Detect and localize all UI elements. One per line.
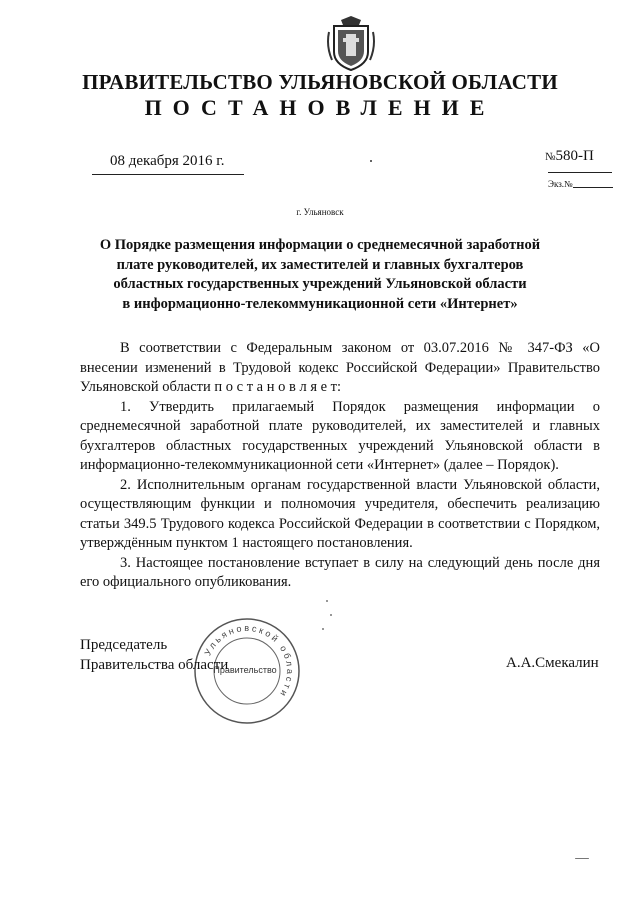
- document-body: [80, 339, 600, 593]
- number-prefix: №: [545, 151, 556, 163]
- copy-number-underline: [573, 187, 613, 188]
- speck: [575, 858, 589, 859]
- paragraph-item-1: 1. Утвердить прилагаемый Порядок размещения информации о среднемесячной заработной плате руководителей, их заместителей и главных бухгалтеров областных государственных учреждений Ульяновской области в информационно-телекоммуникационной сети «Интернет» (далее – Порядок).: [80, 398, 600, 473]
- seal-center-text: Правительство: [213, 665, 277, 675]
- coat-of-arms-icon: [326, 16, 376, 72]
- signatory-title: [80, 635, 228, 675]
- date-underline: [92, 174, 244, 175]
- city: г. Ульяновск: [296, 207, 344, 217]
- document-number: [545, 148, 594, 165]
- document-title: [80, 236, 560, 314]
- title-line: областных государственных учреждений Ульяновской области: [113, 276, 527, 292]
- paragraph-item-3: 3. Настоящее постановление вступает в силу на следующий день после дня его официального опубликования.: [80, 554, 600, 590]
- signatory-title-line: Правительства области: [80, 657, 229, 673]
- number-underline: [548, 172, 612, 173]
- speck: [326, 600, 328, 602]
- document-type: ПОСТАНОВЛЕНИЕ: [144, 95, 496, 120]
- paragraph-item-2: 2. Исполнительным органам государственной власти Ульяновской области, осуществляющим функции и полномочия учредителя, обеспечить реализацию статьи 349.5 Трудового кодекса Российской Федерации в соответствии с Порядком, утверждённым пунктом 1 настоящего постановления.: [80, 476, 600, 551]
- document-date: 08 декабря 2016 г.: [110, 153, 225, 169]
- speck: [322, 628, 324, 630]
- organization-name: ПРАВИТЕЛЬСТВО УЛЬЯНОВСКОЙ ОБЛАСТИ: [82, 70, 558, 94]
- signatory-title-line: Председатель: [80, 637, 168, 653]
- title-line: в информационно-телекоммуникационной сети «Интернет»: [122, 295, 518, 312]
- speck: [330, 614, 332, 616]
- title-line: О Порядке размещения информации о среднемесячной заработной: [99, 237, 541, 253]
- title-line: плате руководителей, их заместителей и главных бухгалтеров: [116, 256, 524, 273]
- seal-ring-text: Ульяновской области: [202, 622, 296, 701]
- copy-number-label: Экз.№: [548, 179, 573, 189]
- preamble-paragraph: В соответствии с Федеральным законом от 03.07.2016 № 347-ФЗ «О внесении изменений в Трудовой кодекс Российской Федерации» Правительство Ульяновской области п о с т а н о в л я е т:: [80, 340, 600, 395]
- stray-mark: [370, 160, 372, 162]
- signatory-name: А.А.Смекалин: [506, 655, 599, 671]
- number-value: 580-П: [555, 148, 594, 164]
